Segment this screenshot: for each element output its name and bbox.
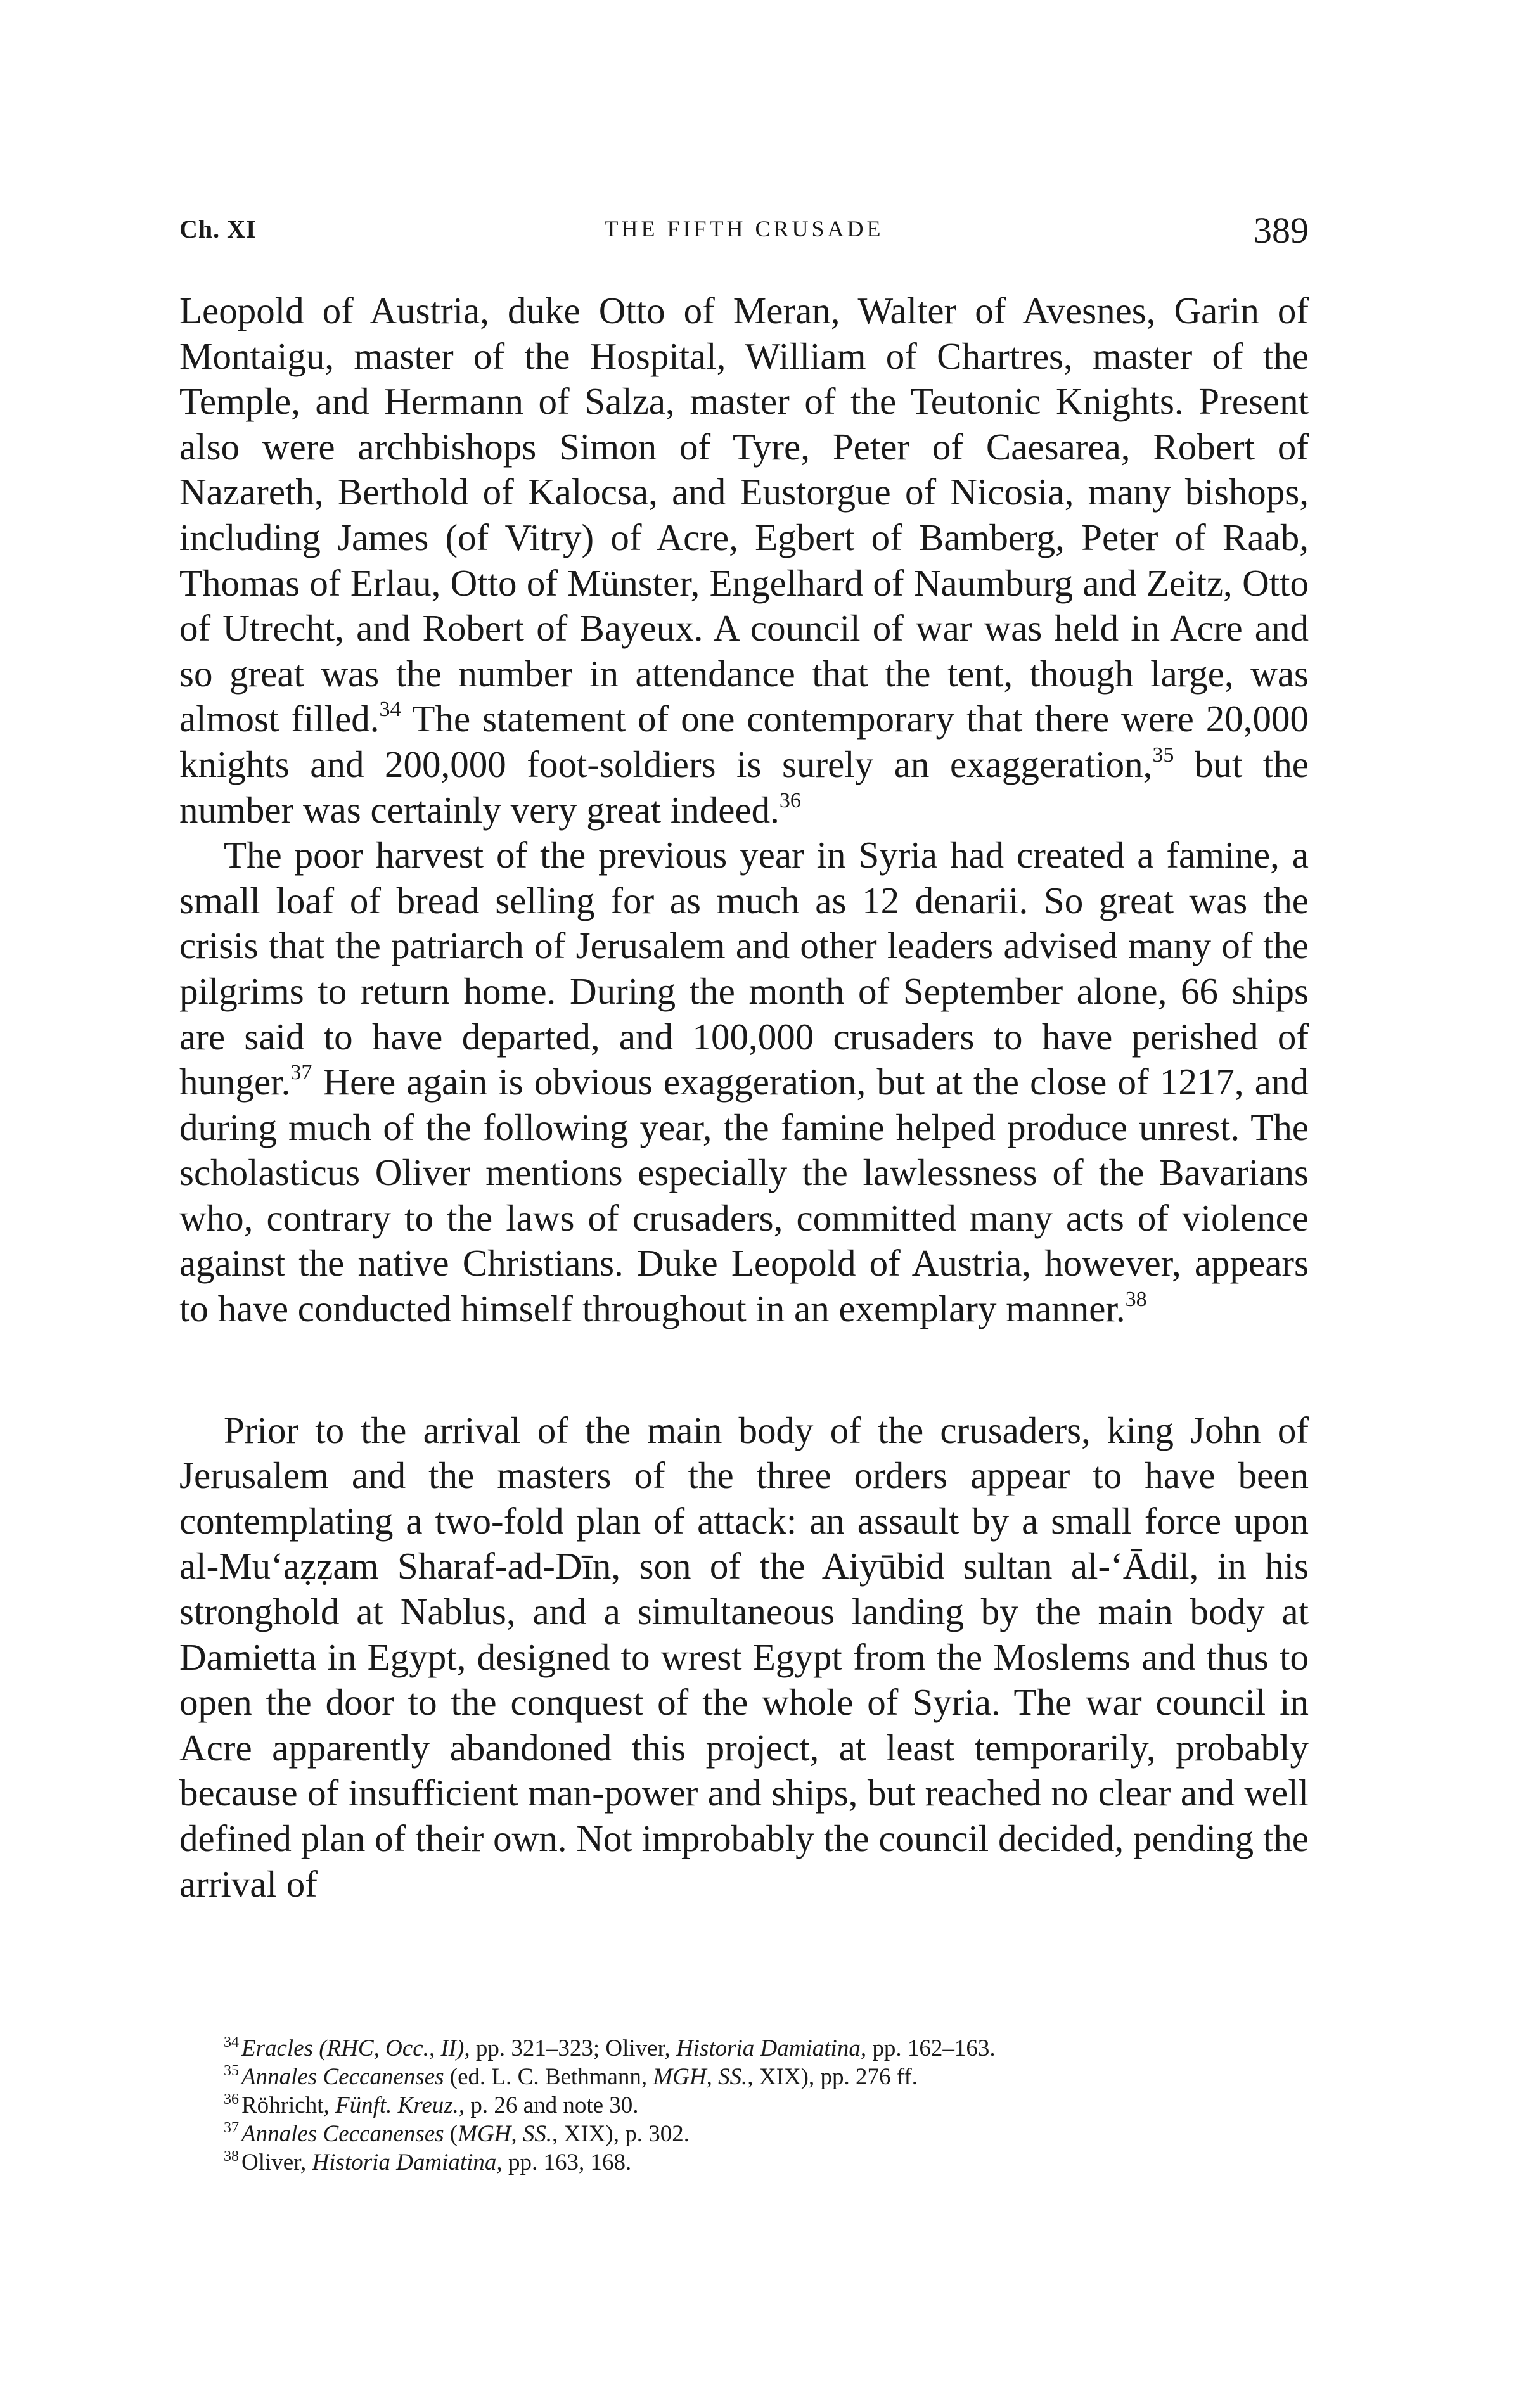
- text-run: Röhricht,: [241, 2092, 335, 2118]
- text-run: Leopold of Austria, duke Otto of Meran, Walter of Avesnes, Garin of Montaigu, master of the Hospital, William of Chartres, master of the Temple, and Hermann of Salza, master of the Teutonic Knights. Present also were archbishops Simon of Tyre, Peter of Caesarea, Robert of Nazareth, Berthold of Kalocsa, and Eustorgue of Nicosia, many bishops, including James (of Vitry) of Acre, Egbert of Bamberg, Peter of Raab, Thomas of Erlau, Otto of Münster, Engelhard of Naumburg and Zeitz, Otto of Utrecht, and Robert of Bayeux. A council of war was held in Acre and so great was the number in attendance that the tent, though large, was almost filled.: [179, 290, 1309, 740]
- text-run: but the number was certainly very great indeed.: [179, 743, 1309, 831]
- running-header: [179, 209, 1309, 253]
- text-run: The statement of one contemporary that there were 20,000 knights and 200,000 foot-soldiers is surely an exaggeration,: [179, 698, 1309, 785]
- footnote-number: 37: [224, 2120, 239, 2136]
- citation-title: Fünft. Kreuz.: [335, 2092, 459, 2118]
- citation-title: Annales Ceccanenses: [241, 2121, 444, 2147]
- text-run: , p. 26 and note 30.: [458, 2092, 639, 2118]
- text-run: (ed. L. C. Bethmann,: [444, 2064, 653, 2090]
- footnote-ref: 37: [290, 1061, 312, 1085]
- paragraph: [179, 833, 1309, 1332]
- footnote-text: [241, 2092, 639, 2118]
- text-run: , pp. 163, 168.: [496, 2149, 632, 2175]
- text-run: Prior to the arrival of the main body of the crusaders, king John of Jerusalem and the masters of the three orders appear to have been contemplating a two-fold plan of attack: an assault by a small force upon al-Mu‘aẓẓam Sharaf-ad-Dīn, son of the Aiyūbid sultan al-‘Ādil, in his stronghold at Nablus, and a simultaneous landing by the main body at Damietta in Egypt, designed to wrest Egypt from the Moslems and thus to open the door to the conquest of the whole of Syria. The war council in Acre apparently abandoned this project, at least temporarily, probably because of insufficient man-power and ships, but reached no clear and well defined plan of their own. Not improbably the council decided, pending the arrival of: [179, 1409, 1309, 1905]
- footnote-ref: 35: [1152, 743, 1174, 767]
- footnote-ref: 36: [779, 788, 801, 812]
- footnote-text: [241, 2064, 918, 2090]
- text-run: , pp. 162–163.: [860, 2035, 996, 2061]
- footnote-text: [241, 2149, 631, 2175]
- footnote-number: 38: [224, 2148, 239, 2165]
- footnote: [179, 2148, 1309, 2177]
- footnote-number: 35: [224, 2063, 239, 2079]
- footnote-text: [241, 2121, 690, 2147]
- text-run: , XIX), p. 302.: [552, 2121, 690, 2147]
- footnote-ref: 34: [379, 698, 401, 722]
- citation-title: MGH, SS.: [458, 2121, 553, 2147]
- citation-title: Historia Damiatina: [676, 2035, 861, 2061]
- text-run: Oliver,: [241, 2149, 312, 2175]
- footnote-number: 34: [224, 2034, 239, 2051]
- footnote: [179, 2091, 1309, 2120]
- footnotes: [179, 2034, 1309, 2177]
- section-break: [179, 1332, 1309, 1408]
- text-run: , XIX), pp. 276 ff.: [747, 2064, 918, 2090]
- footnote-number: 36: [224, 2091, 239, 2108]
- chapter-label: Ch. XI: [179, 215, 257, 243]
- text-run: Here again is obvious exaggeration, but at the close of 1217, and during much of the following year, the famine helped produce unrest. The scholasticus Oliver mentions especially the lawlessness of the Bavarians who, contrary to the laws of crusaders, committed many acts of violence against the native Christians. Duke Leopold of Austria, however, appears to have conducted himself throughout in an exemplary manner.: [179, 1061, 1309, 1330]
- paragraph: [179, 288, 1309, 833]
- footnote: [179, 2034, 1309, 2063]
- citation-title: Historia Damiatina: [312, 2149, 497, 2175]
- citation-title: Annales Ceccanenses: [241, 2064, 444, 2090]
- footnote: [179, 2120, 1309, 2148]
- page-number: 389: [1254, 210, 1309, 251]
- paragraph: [179, 1408, 1309, 1907]
- citation-title: Eracles (RHC, Occ., II): [241, 2035, 465, 2061]
- footnote-text: [241, 2035, 996, 2061]
- text-run: The poor harvest of the previous year in Syria had created a famine, a small loaf of bread selling for as much as 12 denarii. So great was the crisis that the patriarch of Jerusalem and other leaders advised many of the pilgrims to return home. During the month of September alone, 66 ships are said to have departed, and 100,000 crusaders to have perished of hunger.: [179, 834, 1309, 1103]
- text-run: , pp. 321–323; Oliver,: [464, 2035, 676, 2061]
- running-title: THE FIFTH CRUSADE: [604, 216, 884, 241]
- text-run: (: [444, 2121, 458, 2147]
- main-text: [179, 288, 1309, 1907]
- footnote-ref: 38: [1125, 1288, 1147, 1312]
- citation-title: MGH, SS.: [653, 2064, 748, 2090]
- footnote: [179, 2063, 1309, 2091]
